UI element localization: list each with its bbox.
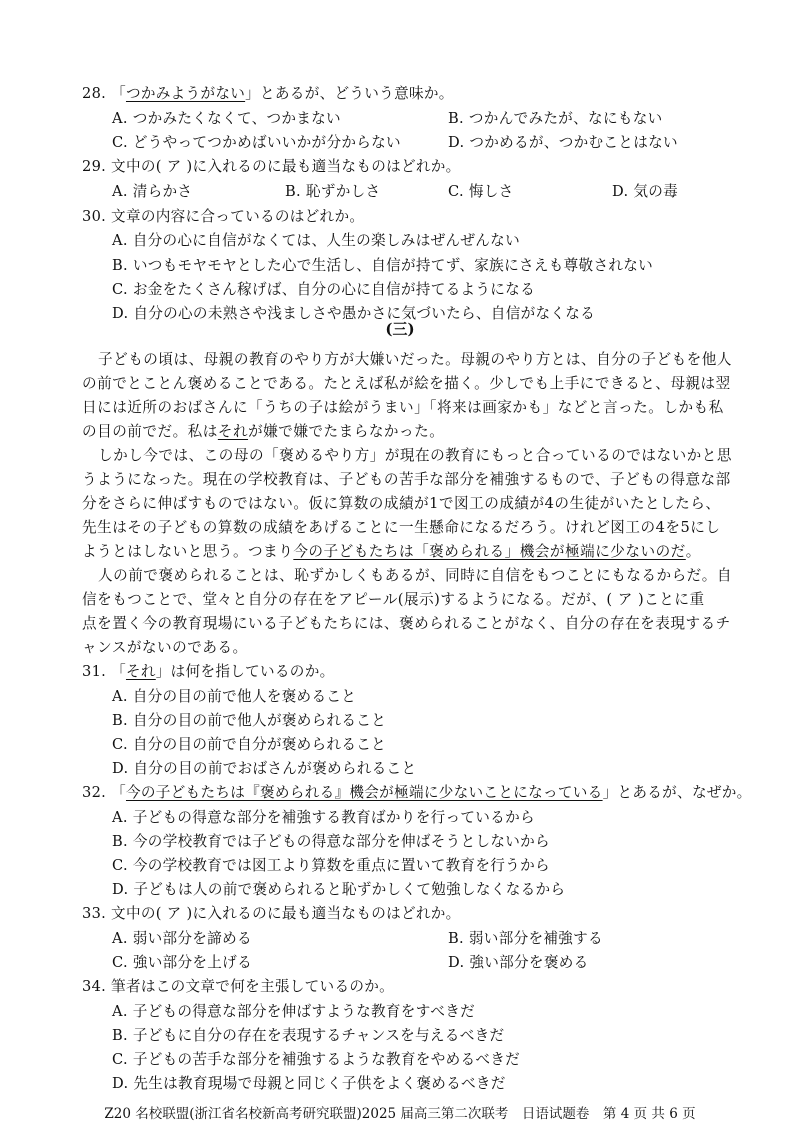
q30-option-d: D. 自分の心の未熟さや浅ましさや愚かさに気づいたら、自信がなくなる	[112, 305, 596, 322]
q29-option-c: C. 悔しさ	[448, 183, 514, 200]
passage-line: 先生はその子どもの算数の成績をあげることに一生懸命になるだろう。けれど図工の4を5にし	[82, 519, 721, 536]
q28-quote: つかみようがない	[125, 85, 246, 102]
q28-option-d: D. つかめるが、つかむことはない	[448, 134, 678, 151]
q34-option-a: A. 子どもの得意な部分を伸ばすような教育をすべきだ	[112, 1003, 475, 1020]
q33-option-a: A. 弱い部分を諦める	[112, 930, 252, 947]
passage-line: の前でとことん褒めることである。たとえば私が絵を描く。少しでも上手にできると、母親は翌	[82, 375, 731, 392]
passage-line: しかし今では、この母の「褒めるやり方」が現在の教育にもっと合っているのではないかと思	[98, 447, 732, 464]
q31-stem: 31. 「それ」は何を指しているのか。	[82, 663, 335, 680]
q30-stem: 30. 文章の内容に合っているのはどれか。	[82, 208, 365, 225]
passage-line: 日には近所のおばさんに「うちの子は絵がうまい」「将来は画家かも」などと言った。しかも私	[82, 399, 724, 416]
q33-option-b: B. 弱い部分を補強する	[448, 930, 603, 947]
q32-option-b: B. 今の学校教育では子どもの得意な部分を伸ばそうとしないから	[112, 833, 550, 850]
q29-option-b: B. 恥ずかしさ	[285, 183, 381, 200]
q32-option-a: A. 子どもの得意な部分を補強する教育ばかりを行っているから	[112, 809, 535, 826]
q32-stem: 32. 「今の子どもたちは『褒められる』機会が極端に少ないことになっている」とあるが、なぜか。	[82, 784, 752, 801]
section-title: (三)	[385, 320, 415, 338]
q28-option-c: C. どうやってつかめばいいかが分からない	[112, 134, 401, 151]
q33-stem: 33. 文中の( ア )に入れるのに最も適当なものはどれか。	[82, 905, 461, 922]
underlined-statement: 今の子どもたちは「褒められる」機会が極端に少ないのだ	[293, 543, 686, 560]
passage-line: 信をもつことで、堂々と自分の存在をアピール(展示)するようになる。だが、( ア )ことに重	[82, 591, 705, 608]
passage-line: 分をさらに伸ばすものではない。仮に算数の成績が1で図工の成績が4の生徒がいたとしたら、	[82, 495, 721, 512]
q30-option-c: C. お金をたくさん稼げば、自分の心に自信が持てるようになる	[112, 281, 535, 298]
q29-stem: 29. 文中の( ア )に入れるのに最も適当なものはどれか。	[82, 158, 461, 175]
q32-quote: 今の子どもたちは『褒められる』機会が極端に少ないことになっている	[125, 784, 603, 801]
underlined-sore: それ	[217, 423, 249, 440]
q28-option-a: A. つかみたくなくて、つかまない	[112, 110, 341, 127]
q34-option-d: D. 先生は教育現場で母親と同じく子供をよく褒めるべきだ	[112, 1075, 506, 1092]
q34-option-b: B. 子どもに自分の存在を表現するチャンスを与えるべきだ	[112, 1027, 505, 1044]
q33-option-c: C. 強い部分を上げる	[112, 954, 252, 971]
q34-option-c: C. 子どもの苦手な部分を補強するような教育をやめるべきだ	[112, 1051, 521, 1068]
q31-option-c: C. 自分の目の前で自分が褒められること	[112, 736, 387, 753]
q31-quote: それ	[125, 663, 156, 680]
q30-option-b: B. いつもモヤモヤとした心で生活し、自信が持てず、家族にさえも尊敬されない	[112, 257, 654, 274]
passage-line: うようになった。現在の学校教育は、子どもの苦手な部分を補強するもので、子どもの得意な部	[82, 471, 731, 488]
passage-line: 点を置く今の教育現場にいる子どもたちには、褒められることがなく、自分の存在を表現するチ	[82, 615, 731, 632]
q30-option-a: A. 自分の心に自信がなくては、人生の楽しみはぜんぜんない	[112, 232, 520, 249]
q32-option-d: D. 子どもは人の前で褒められると恥ずかしくて勉強しなくなるから	[112, 881, 566, 898]
passage-line: 子どもの頃は、母親の教育のやり方が大嫌いだった。母親のやり方とは、自分の子どもを他人	[98, 351, 732, 368]
passage-line: 人の前で褒められることは、恥ずかしくもあるが、同時に自信をもつことにもなるからだ。自	[98, 567, 732, 584]
q29-option-a: A. 清らかさ	[112, 183, 193, 200]
q33-option-d: D. 強い部分を褒める	[448, 954, 589, 971]
q31-option-a: A. 自分の目の前で他人を褒めること	[112, 688, 357, 705]
passage-line: ャンスがないのである。	[82, 639, 248, 656]
q31-option-d: D. 自分の目の前でおばさんが褒められること	[112, 760, 417, 777]
q34-stem: 34. 筆者はこの文章で何を主張しているのか。	[82, 978, 395, 995]
passage-line: の目の前でだ。私はそれが嫌で嫌でたまらなかった。	[82, 423, 445, 440]
q28-stem: 28. 「つかみようがない」とあるが、どういう意味か。	[82, 85, 454, 102]
page-footer: Z20 名校联盟(浙江省名校新高考研究联盟)2025 届高三第二次联考 日语试题卷 第 4 页 共 6 页	[104, 1106, 696, 1122]
q28-option-b: B. つかんでみたが、なにもない	[448, 110, 663, 127]
passage-line: ようとはしないと思う。つまり今の子どもたちは「褒められる」機会が極端に少ないのだ。	[82, 543, 701, 560]
q32-option-c: C. 今の学校教育では図工より算数を重点に置いて教育を行うから	[112, 857, 550, 874]
q29-option-d: D. 気の毒	[612, 183, 679, 200]
q31-option-b: B. 自分の目の前で他人が褒められること	[112, 712, 387, 729]
